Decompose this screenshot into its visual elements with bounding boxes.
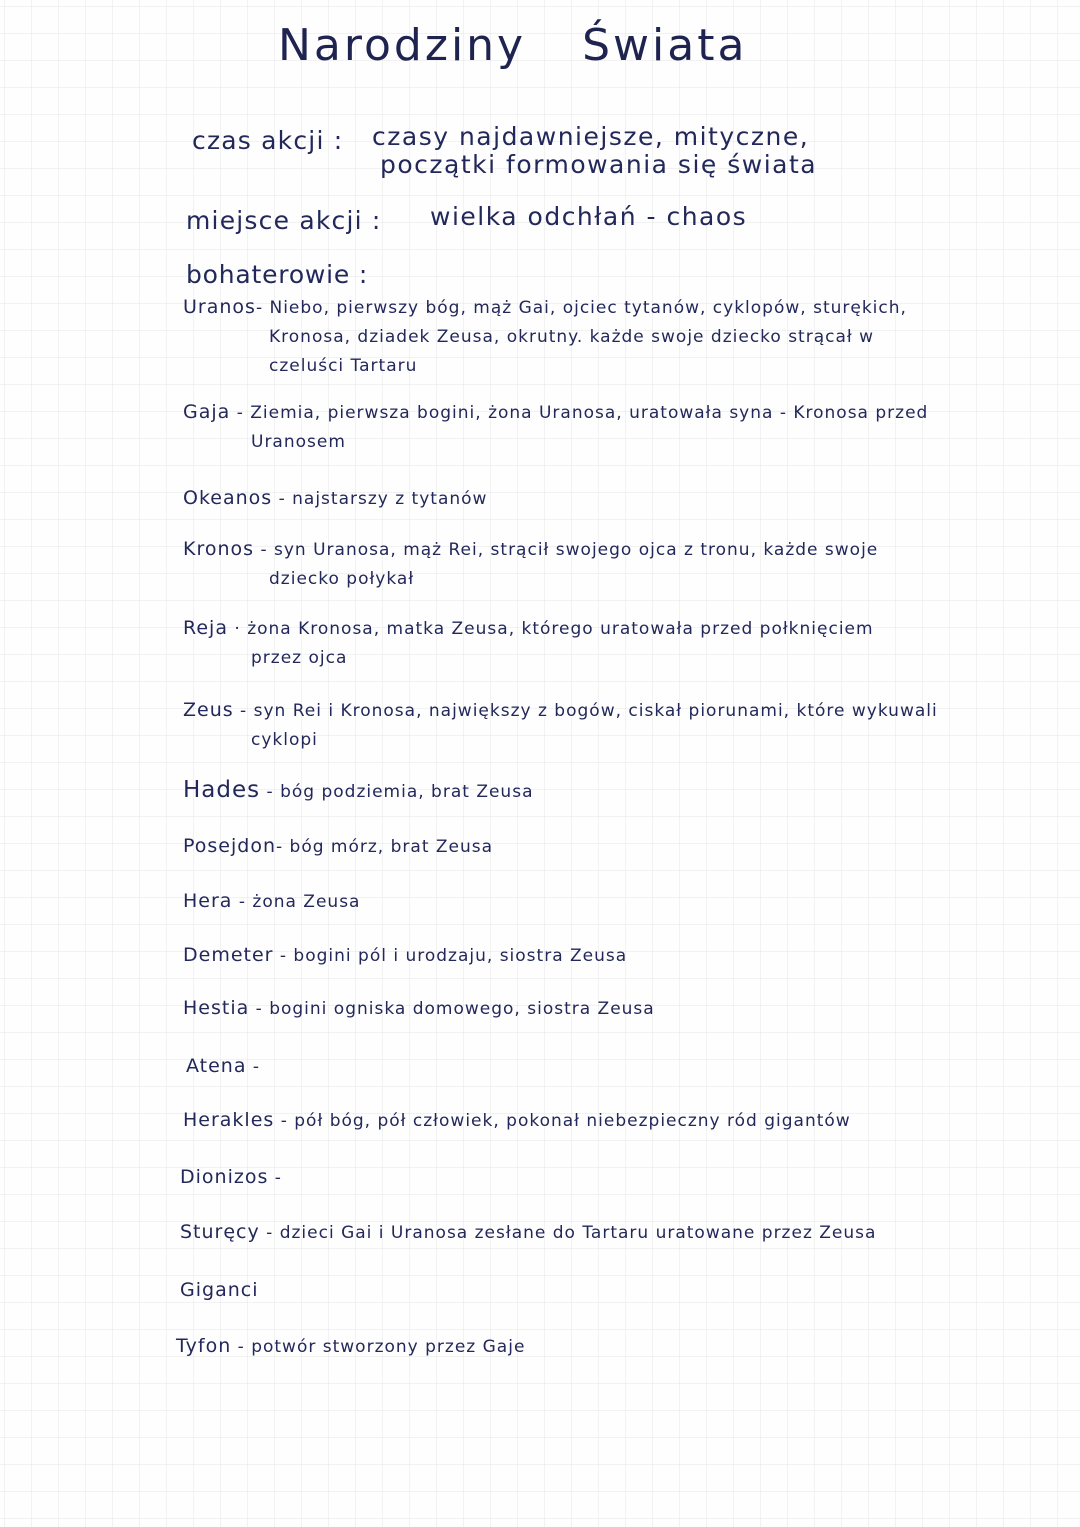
hero-description-line-1: bóg podziemia, brat Zeusa bbox=[280, 782, 534, 802]
hero-entry-posejdon: Posejdon- bóg mórz, brat Zeusa bbox=[183, 835, 494, 857]
hero-name: Hera bbox=[183, 890, 233, 912]
hero-name: Okeanos bbox=[183, 487, 273, 509]
hero-entry-demeter: Demeter - bogini pól i urodzaju, siostra Zeusa bbox=[183, 944, 628, 966]
hero-entry-hades: Hades - bóg podziemia, brat Zeusa bbox=[183, 777, 534, 803]
hero-entry-dionizos: Dionizos - bbox=[180, 1166, 282, 1188]
hero-description-line-1: Niebo, pierwszy bóg, mąż Gai, ojciec tytanów, cyklopów, sturękich, bbox=[269, 298, 907, 318]
hero-description-line-1: pół bóg, pół człowiek, pokonał niebezpieczny ród gigantów bbox=[294, 1111, 851, 1131]
hero-entry-herakles: Herakles - pół bóg, pół człowiek, pokonał niebezpieczny ród gigantów bbox=[183, 1109, 851, 1131]
hero-name: Demeter bbox=[183, 944, 274, 966]
hero-description-line-1: najstarszy z tytanów bbox=[292, 489, 488, 509]
hero-name: Reja bbox=[183, 617, 228, 639]
hero-entry-okeanos: Okeanos - najstarszy z tytanów bbox=[183, 487, 488, 509]
hero-description-line-2: Kronosa, dziadek Zeusa, okrutny. każde swoje dziecko strącał w bbox=[269, 327, 875, 347]
hero-description-line-1: Ziemia, pierwsza bogini, żona Uranosa, uratowała syna - Kronosa przed bbox=[250, 403, 929, 423]
hero-entry-kronos: Kronos - syn Uranosa, mąż Rei, strącił swojego ojca z tronu, każde swoje dziecko połykał bbox=[183, 535, 1003, 594]
hero-name: Dionizos bbox=[180, 1166, 269, 1188]
hero-description-line-2: przez ojca bbox=[251, 648, 348, 668]
hero-entry-tyfon: Tyfon - potwór stworzony przez Gaje bbox=[176, 1335, 526, 1357]
hero-name: Herakles bbox=[183, 1109, 275, 1131]
hero-entry-hestia: Hestia - bogini ogniska domowego, siostra Zeusa bbox=[183, 997, 655, 1019]
time-value-line-2: początki formowania się świata bbox=[380, 150, 818, 179]
hero-entry-zeus: Zeus - syn Rei i Kronosa, największy z bogów, ciskał piorunami, które wykuwali cyklopi bbox=[183, 696, 1003, 755]
title-word-2: Świata bbox=[582, 20, 748, 71]
hero-description-line-2: Uranosem bbox=[251, 432, 346, 452]
hero-description-line-1: bogini pól i urodzaju, siostra Zeusa bbox=[293, 946, 628, 966]
hero-entry-hera: Hera - żona Zeusa bbox=[183, 890, 361, 912]
hero-name: Sturęcy bbox=[180, 1221, 260, 1243]
heroes-heading: bohaterowie : bbox=[186, 260, 369, 289]
hero-description-line-1: żona Kronosa, matka Zeusa, którego uratowała przed połknięciem bbox=[247, 619, 874, 639]
title-word-1: Narodziny bbox=[278, 20, 527, 71]
place-label: miejsce akcji : bbox=[186, 206, 382, 235]
hero-description-line-1: dzieci Gai i Uranosa zesłane do Tartaru uratowane przez Zeusa bbox=[279, 1223, 877, 1243]
hero-name: Giganci bbox=[180, 1279, 259, 1301]
hero-entry-reja: Reja · żona Kronosa, matka Zeusa, którego uratowała przed połknięciem przez ojca bbox=[183, 614, 1003, 673]
hero-entry-uranos: Uranos- Niebo, pierwszy bóg, mąż Gai, ojciec tytanów, cyklopów, sturękich, Kronosa, dziadek Zeusa, okrutny. każde swoje dziecko strącał w czeluści Tartaru bbox=[183, 293, 1003, 381]
hero-name: Kronos bbox=[183, 538, 255, 560]
hero-name: Gaja bbox=[183, 401, 231, 423]
hero-name: Zeus bbox=[183, 699, 234, 721]
hero-entry-atena: Atena - bbox=[186, 1055, 261, 1077]
hero-entry-gaja: Gaja - Ziemia, pierwsza bogini, żona Uranosa, uratowała syna - Kronosa przed Uranosem bbox=[183, 398, 1003, 457]
hero-description-line-1: żona Zeusa bbox=[252, 892, 361, 912]
hero-description-line-2: dziecko połykał bbox=[269, 569, 415, 589]
hero-name: Hades bbox=[183, 777, 261, 803]
hero-name: Atena bbox=[186, 1055, 247, 1077]
time-label: czas akcji : bbox=[192, 126, 344, 155]
hero-description-line-1: syn Uranosa, mąż Rei, strącił swojego ojca z tronu, każde swoje bbox=[274, 540, 879, 560]
hero-description-line-1: potwór stworzony przez Gaje bbox=[251, 1337, 526, 1357]
hero-name: Tyfon bbox=[176, 1335, 232, 1357]
time-value-line-1: czasy najdawniejsze, mityczne, bbox=[372, 122, 810, 151]
hero-name: Hestia bbox=[183, 997, 250, 1019]
hero-description-line-1: bóg mórz, brat Zeusa bbox=[289, 837, 494, 857]
hero-name: Uranos bbox=[183, 296, 256, 318]
hero-name: Posejdon bbox=[183, 835, 276, 857]
place-value: wielka odchłań - chaos bbox=[430, 202, 748, 231]
hero-entry-sturecy: Sturęcy - dzieci Gai i Uranosa zesłane do Tartaru uratowane przez Zeusa bbox=[180, 1221, 877, 1243]
hero-description-line-1: bogini ogniska domowego, siostra Zeusa bbox=[269, 999, 655, 1019]
hero-entry-giganci bbox=[180, 1276, 1000, 1306]
hero-description-line-1: syn Rei i Kronosa, największy z bogów, ciskał piorunami, które wykuwali bbox=[253, 701, 938, 721]
hero-description-line-2: cyklopi bbox=[251, 730, 318, 750]
page-title bbox=[278, 20, 747, 71]
hero-description-line-3: czeluści Tartaru bbox=[269, 356, 418, 376]
